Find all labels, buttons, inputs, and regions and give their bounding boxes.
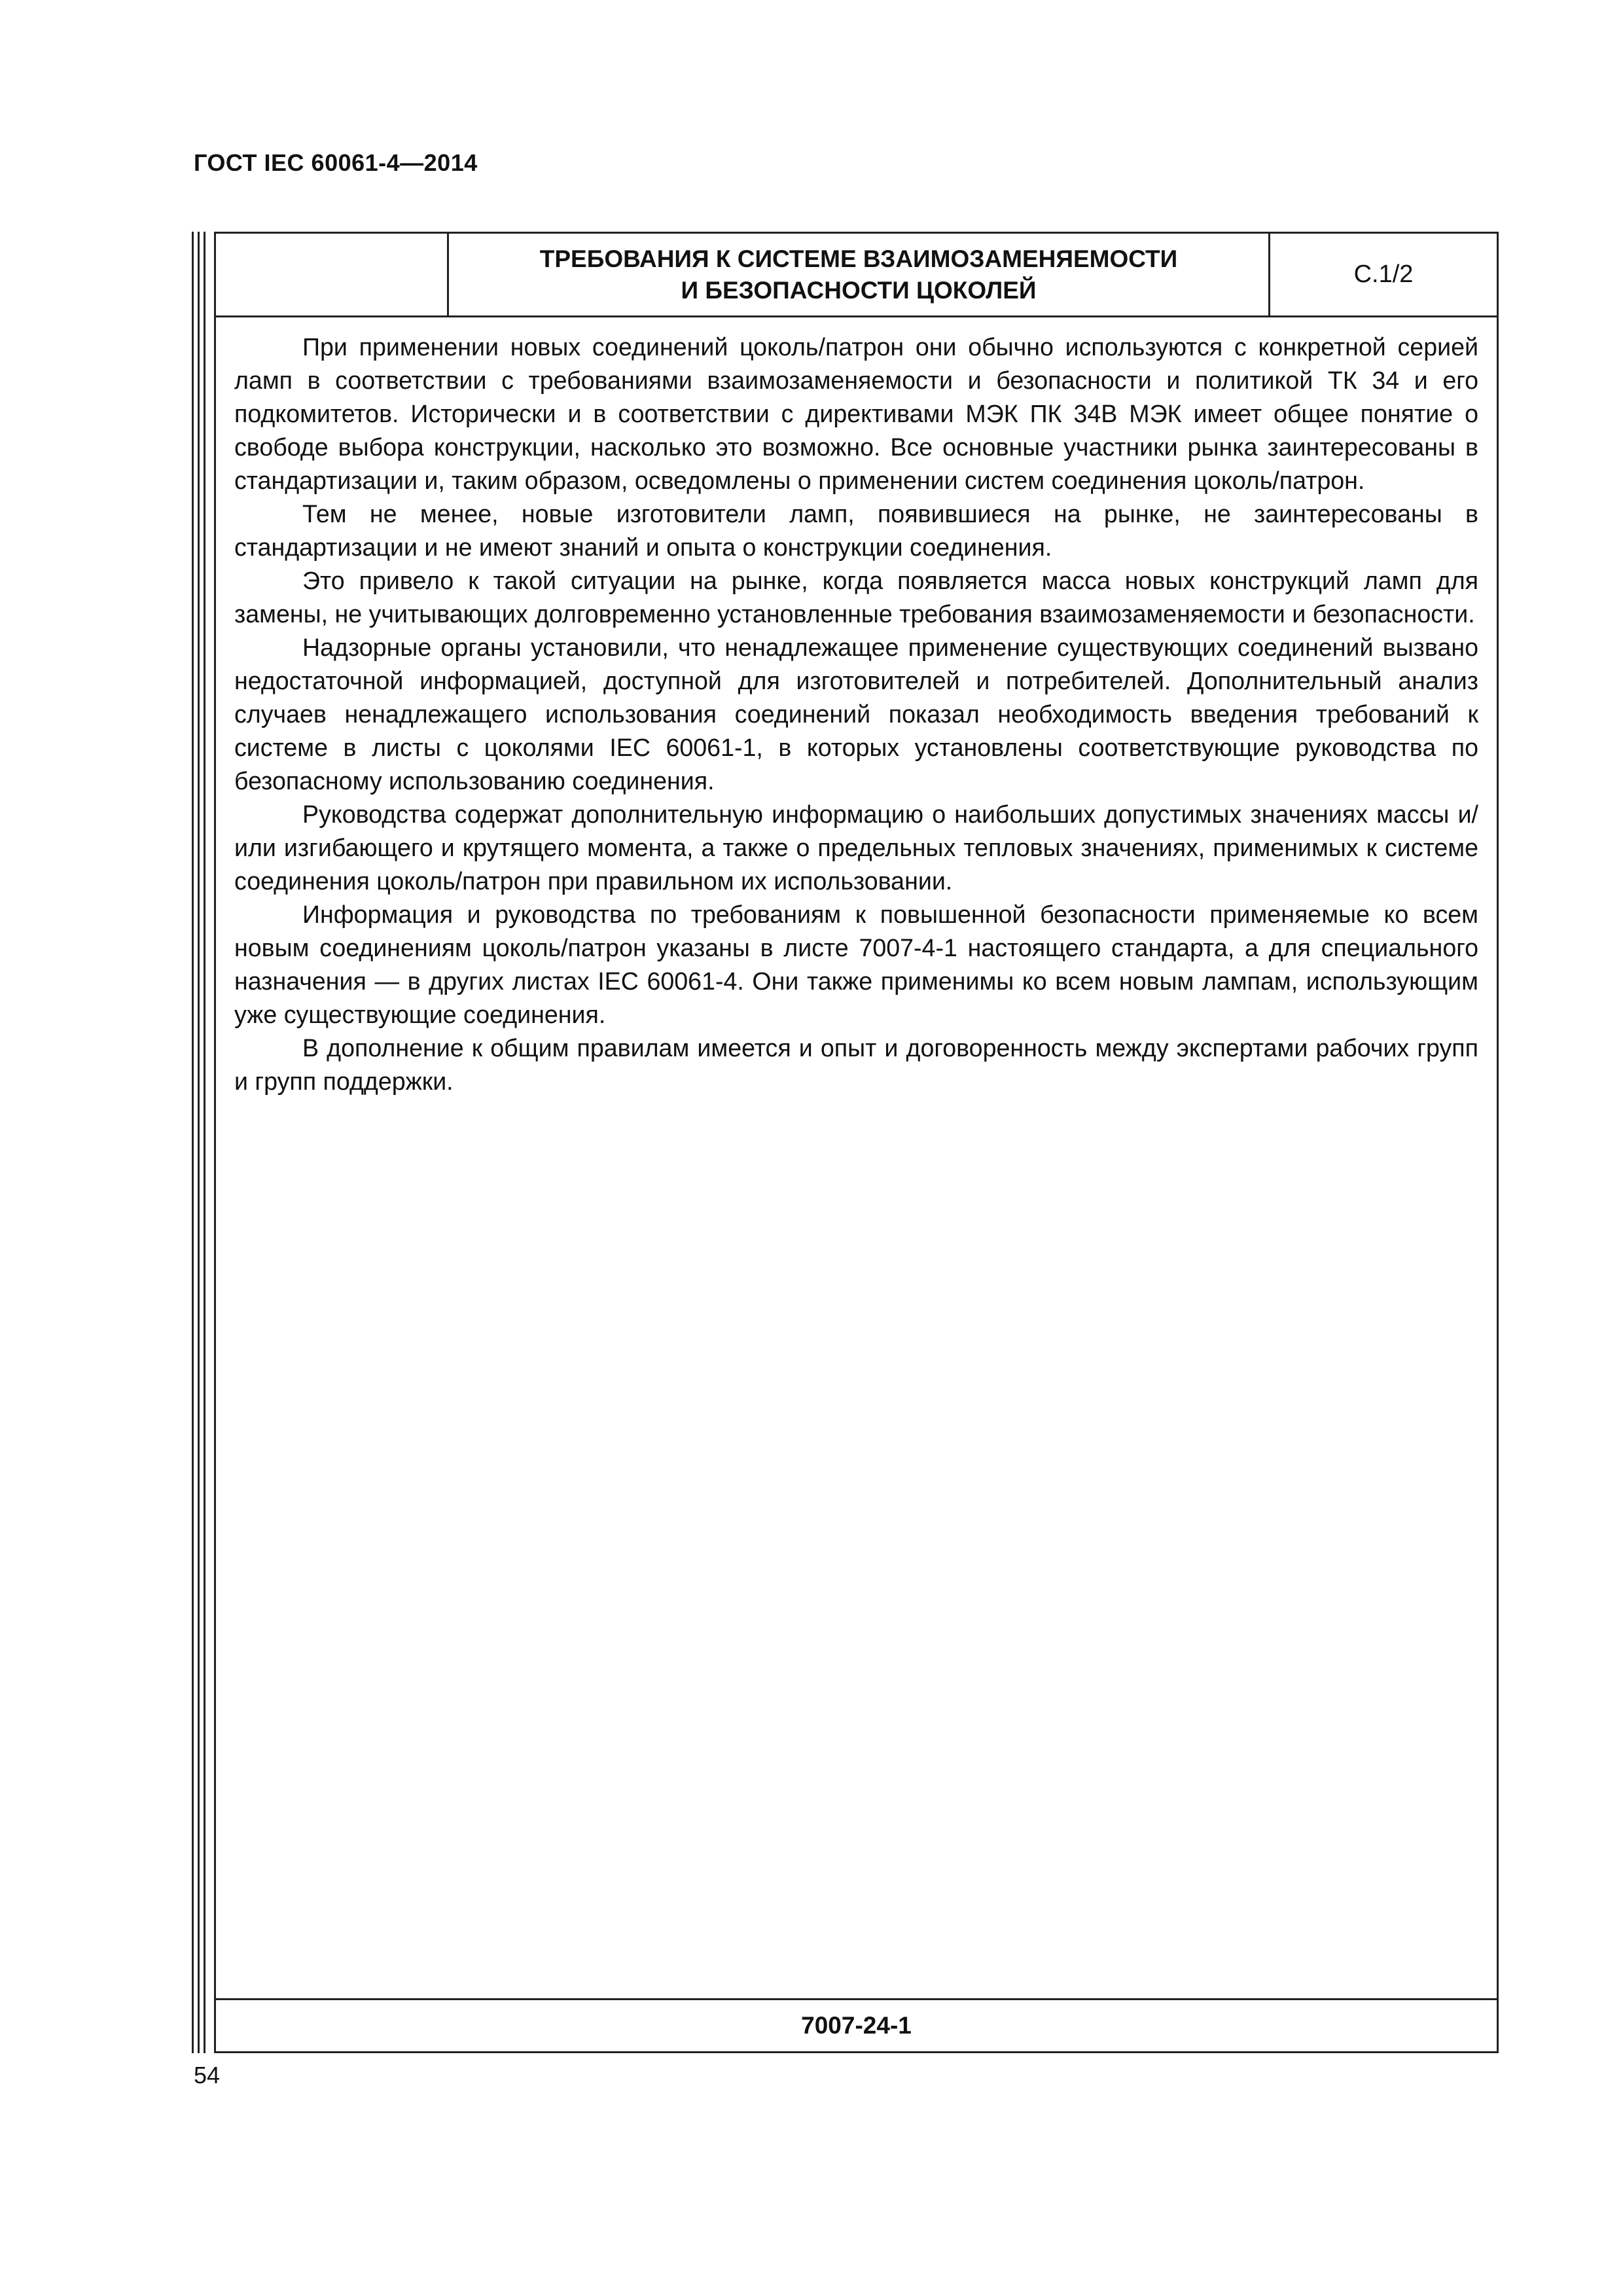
- document-header: ГОСТ IEC 60061-4—2014: [194, 149, 478, 176]
- body-paragraph: Руководства содержат дополнительную информацию о наибольших допустимых значениях массы и/или изгибающего и крутящего момента, а также о предельных тепловых значениях, применимых к системе соединения цоколь/патрон при правильном их использовании.: [234, 800, 1478, 895]
- body-paragraph: Это привело к такой ситуации на рынке, когда появляется масса новых конструкций ламп для замены, не учитывающих долговременно установленные требования взаимозаменяемости и безопасности.: [234, 567, 1478, 628]
- sheet-title-line: ТРЕБОВАНИЯ К СИСТЕМЕ ВЗАИМОЗАМЕНЯЕМОСТИ: [539, 245, 1178, 272]
- body-paragraph: Информация и руководства по требованиям к повышенной безопасности применяемые ко всем новым соединениям цоколь/патрон указаны в листе 7007-4-1 настоящего стандарта, а для специального назначения — в других листах IEC 60061-4. Они также применимы ко всем новым лампам, использующим уже существующие соединения.: [234, 901, 1478, 1028]
- margin-line: [204, 232, 205, 2053]
- page-number: 54: [194, 2062, 221, 2089]
- margin-line: [198, 232, 200, 2053]
- body-paragraph: Надзорные органы установили, что ненадлежащее применение существующих соединений вызвано недостаточной информацией, доступной для изготовителей и потребителей. Дополнительный анализ случаев ненадлежащего использования соединений показал необходимость введения требований к системе в листы с цоколями IEC 60061-1, в которых установлены соответствующие руководства по безопасному использованию соединения.: [234, 634, 1478, 795]
- margin-line: [192, 232, 194, 2053]
- body-paragraph: В дополнение к общим правилам имеется и опыт и договоренность между экспертами рабочих групп и групп поддержки.: [234, 1034, 1478, 1095]
- sheet-number: 7007-24-1: [216, 1998, 1497, 2051]
- sheet-header: [216, 234, 1497, 317]
- sheet-header-blank-cell: [216, 234, 449, 315]
- body-paragraph: При применении новых соединений цоколь/патрон они обычно используются с конкретной серией ламп в соответствии с требованиями взаимозаменяемости и безопасности и политикой ТК 34 и его подкомитетов. Исторически и в соответствии с директивами МЭК ПК 34В МЭК имеет общее понятие о свободе выбора конструкции, насколько это возможно. Все основные участники рынка заинтересованы в стандартизации и, таким образом, осведомлены о применении систем соединения цоколь/патрон.: [234, 333, 1478, 494]
- body-paragraph: Тем не менее, новые изготовители ламп, появившиеся на рынке, не заинтересованы в стандартизации и не имеют знаний и опыта о конструкции соединения.: [234, 500, 1478, 561]
- sheet-title-line: И БЕЗОПАСНОСТИ ЦОКОЛЕЙ: [681, 276, 1037, 304]
- sheet-code: С.1/2: [1353, 260, 1414, 288]
- standard-sheet: [214, 232, 1499, 2053]
- sheet-body: [234, 331, 1478, 1098]
- sheet-title: [449, 234, 1270, 315]
